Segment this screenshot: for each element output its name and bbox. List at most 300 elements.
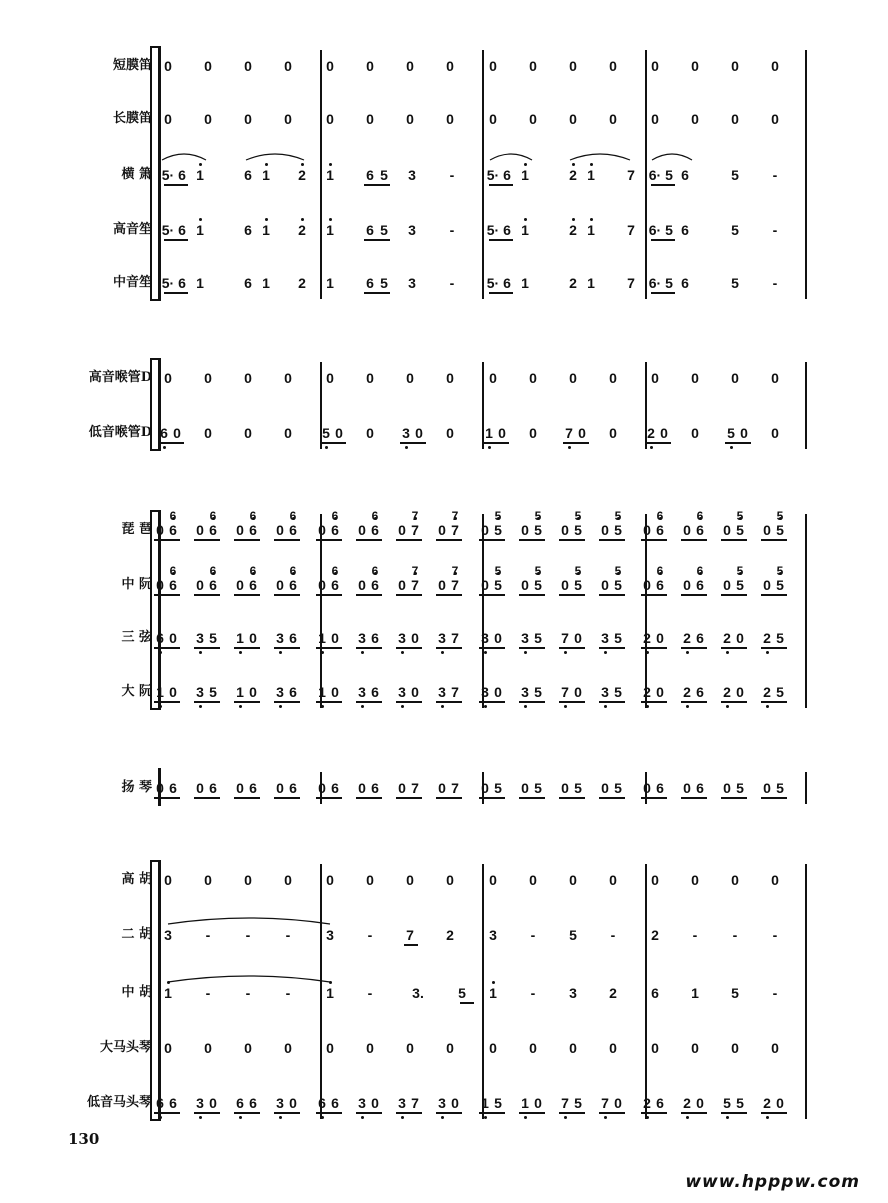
note-0-3-2: 0 (731, 58, 739, 74)
note-15-2-1: 0 (529, 1040, 537, 1056)
note-9-0-3-a: 3 (276, 630, 284, 646)
note-7-0-0-a: 0 (156, 522, 164, 538)
note-8-2-0-b: 5 (494, 577, 502, 593)
note-w-3-0-1: 6 (178, 222, 186, 238)
note-w-4-2-0: 5· (486, 275, 500, 291)
note-hg-3-0a: 2 (647, 425, 655, 441)
beam-9-1-3 (436, 647, 462, 649)
note-11-1-3-b: 7 (451, 780, 459, 796)
note-10-3-2-b: 0 (736, 684, 744, 700)
note-9-0-1-a: 3 (196, 630, 204, 646)
note-16-3-3-a: 2 (763, 1095, 771, 1111)
slur-5 (652, 150, 692, 162)
note-11-3-0-a: 0 (643, 780, 651, 796)
note-1-2-2: 0 (569, 111, 577, 127)
label-erhu: 二 胡 (121, 927, 152, 942)
note-10-2-0-b: 0 (494, 684, 502, 700)
beam-9-3-2 (721, 647, 747, 649)
note-16-1-3-b: 0 (451, 1095, 459, 1111)
note-zhonghu-3-3: - (772, 985, 778, 1001)
note-8-3-3-b: 5 (776, 577, 784, 593)
note-16-1-1-a: 3 (358, 1095, 366, 1111)
note-hg-3-2b: 0 (740, 425, 748, 441)
note-w-3-2-5: 7 (627, 222, 635, 238)
beam-10-1-2 (396, 701, 422, 703)
beam-11-2-3 (599, 797, 625, 799)
note-w-4-2-2: 1 (521, 275, 529, 291)
label-gaohu: 高 胡 (121, 872, 152, 887)
note-16-3-0-a: 2 (643, 1095, 651, 1111)
note-hg-2-1: 0 (529, 425, 537, 441)
dot-low (568, 446, 571, 449)
note-11-3-3-b: 5 (776, 780, 784, 796)
dot-low (441, 1116, 444, 1119)
upper-note: 5 (534, 509, 542, 523)
note-w-4-3-1: 5 (665, 275, 673, 291)
note-12-3-1: 0 (691, 872, 699, 888)
note-0-3-3: 0 (771, 58, 779, 74)
note-10-1-2-a: 3 (398, 684, 406, 700)
note-w-4-0-3: 6 (244, 275, 252, 291)
beam-7-0-0 (154, 539, 180, 541)
beam-16-1-0 (316, 1112, 342, 1114)
note-7-2-3-b: 5 (614, 522, 622, 538)
beam-9-1-1 (356, 647, 382, 649)
upper-note: 5 (776, 564, 784, 578)
note-16-0-0-b: 6 (169, 1095, 177, 1111)
note-w-4-0-1: 6 (178, 275, 186, 291)
note-12-2-1: 0 (529, 872, 537, 888)
barline-0-3 (805, 50, 807, 299)
beam-8-0-0 (154, 594, 180, 596)
beam-16-3-3 (761, 1112, 787, 1114)
note-w-4-0-4: 1 (262, 275, 270, 291)
note-8-3-1-b: 6 (696, 577, 704, 593)
note-15-0-2: 0 (244, 1040, 252, 1056)
note-0-1-0: 0 (326, 58, 334, 74)
note-1-3-1: 0 (691, 111, 699, 127)
beam-7-3-2 (721, 539, 747, 541)
dot-low (766, 651, 769, 654)
note-hg-1-0a: 5 (322, 425, 330, 441)
label-duanmodi: 短膜笛 (112, 58, 152, 73)
note-hg-1-2b: 0 (415, 425, 423, 441)
note-9-0-0-a: 6 (156, 630, 164, 646)
dot-high (492, 981, 495, 984)
note-12-1-1: 0 (366, 872, 374, 888)
dot-low (524, 651, 527, 654)
note-0-0-3: 0 (284, 58, 292, 74)
label-gaoyinhouguan: 高音喉管D (88, 370, 152, 385)
note-w-3-1-2: 5 (380, 222, 388, 238)
note-15-3-3: 0 (771, 1040, 779, 1056)
note-11-0-2-b: 6 (249, 780, 257, 796)
note-16-3-2-b: 5 (736, 1095, 744, 1111)
beam-8-3-0 (641, 594, 667, 596)
note-10-3-2-a: 2 (723, 684, 731, 700)
note-16-0-3-a: 3 (276, 1095, 284, 1111)
note-8-1-3-a: 0 (438, 577, 446, 593)
note-0-0-0: 0 (164, 58, 172, 74)
note-16-3-1-b: 0 (696, 1095, 704, 1111)
note-0-2-0: 0 (489, 58, 497, 74)
note-1-0-0: 0 (164, 111, 172, 127)
note-16-1-1-b: 0 (371, 1095, 379, 1111)
barline-2-1 (482, 514, 484, 708)
note-w-2-3-4: - (772, 167, 778, 183)
note-9-3-0-a: 2 (643, 630, 651, 646)
beam-10-0-1 (194, 701, 220, 703)
note-15-3-0: 0 (651, 1040, 659, 1056)
note-zhonghu-3-2: 5 (731, 985, 739, 1001)
note-7-1-0-a: 0 (318, 522, 326, 538)
note-hg-1-3: 0 (446, 425, 454, 441)
note-9-3-3-b: 5 (776, 630, 784, 646)
barline-4-3 (805, 864, 807, 1119)
dot-low (604, 651, 607, 654)
note-5-3-3: 0 (771, 370, 779, 386)
beam-10-0-2 (234, 701, 260, 703)
dot-low (730, 446, 733, 449)
beam-w (164, 184, 188, 186)
upper-note: 6 (169, 564, 177, 578)
note-8-0-0-a: 0 (156, 577, 164, 593)
note-10-2-2-b: 0 (574, 684, 582, 700)
beam-8-3-2 (721, 594, 747, 596)
note-zhonghu-0-1: - (205, 985, 211, 1001)
note-erhu-3-1: - (692, 927, 698, 943)
note-16-0-2-a: 6 (236, 1095, 244, 1111)
note-15-2-2: 0 (569, 1040, 577, 1056)
dot-low (361, 1116, 364, 1119)
note-10-3-1-a: 2 (683, 684, 691, 700)
beam-9-3-1 (681, 647, 707, 649)
note-zhonghu-0-3: - (285, 985, 291, 1001)
note-hg-2-2a: 7 (565, 425, 573, 441)
beam-7-2-0 (479, 539, 505, 541)
upper-note: 5 (494, 509, 502, 523)
note-8-0-2-a: 0 (236, 577, 244, 593)
dot-low (163, 446, 166, 449)
note-12-3-3: 0 (771, 872, 779, 888)
beam-11-0-2 (234, 797, 260, 799)
note-11-0-1-b: 6 (209, 780, 217, 796)
beam-11-2-1 (519, 797, 545, 799)
note-w-2-2-0: 5· (486, 167, 500, 183)
note-8-3-1-a: 0 (683, 577, 691, 593)
note-w-3-0-0: 5· (161, 222, 175, 238)
dot-low (650, 446, 653, 449)
dot-high (329, 218, 332, 221)
slur-zhonghu (168, 972, 330, 984)
note-w-2-0-3: 6 (244, 167, 252, 183)
note-8-0-1-a: 0 (196, 577, 204, 593)
note-1-3-2: 0 (731, 111, 739, 127)
note-11-3-1-b: 6 (696, 780, 704, 796)
note-w-4-2-5: 7 (627, 275, 635, 291)
beam-7-2-3 (599, 539, 625, 541)
note-w-2-2-3: 2 (569, 167, 577, 183)
note-10-2-0-a: 3 (481, 684, 489, 700)
beam-w (364, 239, 390, 241)
note-0-0-2: 0 (244, 58, 252, 74)
beam-8-1-2 (396, 594, 422, 596)
note-7-1-0-b: 6 (331, 522, 339, 538)
note-7-1-2-a: 0 (398, 522, 406, 538)
barline-2-3 (805, 514, 807, 708)
note-9-2-2-b: 0 (574, 630, 582, 646)
beam-9-2-2 (559, 647, 585, 649)
note-erhu-1-2: 7 (406, 927, 414, 943)
note-w-4-2-4: 1 (587, 275, 595, 291)
note-w-4-0-0: 5· (161, 275, 175, 291)
upper-note: 5 (574, 509, 582, 523)
note-w-4-1-3: 3 (408, 275, 416, 291)
note-zhonghu-3-0: 6 (651, 985, 659, 1001)
dot-low (766, 1116, 769, 1119)
note-10-3-1-b: 6 (696, 684, 704, 700)
upper-note: 6 (169, 509, 177, 523)
note-0-3-1: 0 (691, 58, 699, 74)
note-hg-2-2b: 0 (578, 425, 586, 441)
note-7-2-3-a: 0 (601, 522, 609, 538)
note-7-3-0-b: 6 (656, 522, 664, 538)
upper-note: 5 (574, 564, 582, 578)
note-11-0-3-a: 0 (276, 780, 284, 796)
upper-note: 5 (494, 564, 502, 578)
dot-low (239, 705, 242, 708)
note-w-2-0-5: 2 (298, 167, 306, 183)
dot-low (325, 446, 328, 449)
barline-2-2 (645, 514, 647, 708)
note-7-0-0-b: 6 (169, 522, 177, 538)
note-8-2-3-b: 5 (614, 577, 622, 593)
note-15-1-2: 0 (406, 1040, 414, 1056)
note-5-1-3: 0 (446, 370, 454, 386)
note-10-1-1-b: 6 (371, 684, 379, 700)
note-8-1-0-a: 0 (318, 577, 326, 593)
note-11-3-0-b: 6 (656, 780, 664, 796)
note-8-0-0-b: 6 (169, 577, 177, 593)
note-12-0-2: 0 (244, 872, 252, 888)
note-w-4-2-1: 6 (503, 275, 511, 291)
note-7-0-2-b: 6 (249, 522, 257, 538)
note-9-3-1-a: 2 (683, 630, 691, 646)
beam-hg (320, 442, 346, 444)
dot-low (239, 1116, 242, 1119)
upper-note: 5 (614, 509, 622, 523)
label-zhongyinsheng: 中音笙 (112, 275, 152, 290)
note-5-3-2: 0 (731, 370, 739, 386)
note-w-4-2-3: 2 (569, 275, 577, 291)
note-7-0-3-a: 0 (276, 522, 284, 538)
note-10-3-0-b: 0 (656, 684, 664, 700)
note-7-3-2-a: 0 (723, 522, 731, 538)
beam-7-0-2 (234, 539, 260, 541)
note-1-0-1: 0 (204, 111, 212, 127)
note-5-0-3: 0 (284, 370, 292, 386)
beam-hg (483, 442, 509, 444)
label-pipa: 琵 琶 (121, 522, 152, 537)
note-10-1-0-b: 0 (331, 684, 339, 700)
beam-9-1-0 (316, 647, 342, 649)
dot-low (646, 705, 649, 708)
label-hengxiao: 横 箫 (121, 167, 152, 182)
beam-7-0-1 (194, 539, 220, 541)
label-changmodi: 长膜笛 (112, 111, 152, 126)
dot-low (686, 1116, 689, 1119)
label-diyinhouguan: 低音喉管D (88, 425, 152, 440)
dot-low (604, 705, 607, 708)
upper-note: 6 (656, 564, 664, 578)
label-sanxian: 三 弦 (121, 630, 152, 645)
note-5-0-0: 0 (164, 370, 172, 386)
note-w-3-3-3: 5 (731, 222, 739, 238)
note-w-4-1-0: 1 (326, 275, 334, 291)
note-w-3-0-4: 1 (262, 222, 270, 238)
beam-7-3-3 (761, 539, 787, 541)
note-w-3-2-0: 5· (486, 222, 500, 238)
upper-note: 6 (209, 509, 217, 523)
note-16-0-1-a: 3 (196, 1095, 204, 1111)
note-5-0-1: 0 (204, 370, 212, 386)
note-0-1-1: 0 (366, 58, 374, 74)
note-16-2-3-a: 7 (601, 1095, 609, 1111)
beam-w (651, 239, 675, 241)
beam-hg (158, 442, 184, 444)
beam-16-0-0 (154, 1112, 180, 1114)
note-8-0-2-b: 6 (249, 577, 257, 593)
note-5-3-0: 0 (651, 370, 659, 386)
dot-low (321, 651, 324, 654)
note-16-1-2-b: 7 (411, 1095, 419, 1111)
note-1-1-0: 0 (326, 111, 334, 127)
note-hg-0-0a: 6 (160, 425, 168, 441)
beam-16-3-0 (641, 1112, 667, 1114)
dot-high (265, 163, 268, 166)
slur-3 (490, 150, 532, 162)
note-11-2-3-b: 5 (614, 780, 622, 796)
note-erhu-2-2: 5 (569, 927, 577, 943)
note-7-2-1-a: 0 (521, 522, 529, 538)
note-12-0-3: 0 (284, 872, 292, 888)
upper-note: 5 (736, 564, 744, 578)
note-7-1-2-b: 7 (411, 522, 419, 538)
note-w-2-0-1: 6 (178, 167, 186, 183)
note-9-3-0-b: 0 (656, 630, 664, 646)
note-erhu-3-3: - (772, 927, 778, 943)
note-w-4-0-5: 2 (298, 275, 306, 291)
note-hg-3-3: 0 (771, 425, 779, 441)
note-erhu-1-1: - (367, 927, 373, 943)
note-w-4-3-3: 5 (731, 275, 739, 291)
note-w-2-1-0: 1 (326, 167, 334, 183)
note-5-2-3: 0 (609, 370, 617, 386)
note-w-2-3-1: 5 (665, 167, 673, 183)
dot-low (239, 651, 242, 654)
label-diyinmatouqin: 低音马头琴 (86, 1095, 152, 1110)
note-w-2-2-4: 1 (587, 167, 595, 183)
note-10-1-1-a: 3 (358, 684, 366, 700)
note-16-0-0-a: 6 (156, 1095, 164, 1111)
note-hg-3-0b: 0 (660, 425, 668, 441)
note-10-1-0-a: 1 (318, 684, 326, 700)
note-1-3-3: 0 (771, 111, 779, 127)
upper-note: 7 (411, 509, 419, 523)
note-7-0-3-b: 6 (289, 522, 297, 538)
dot-high (524, 163, 527, 166)
note-7-3-1-a: 0 (683, 522, 691, 538)
dot-high (301, 218, 304, 221)
note-11-1-0-a: 0 (318, 780, 326, 796)
note-11-0-2-a: 0 (236, 780, 244, 796)
beam-hg (563, 442, 589, 444)
beam-8-3-1 (681, 594, 707, 596)
upper-note: 6 (249, 564, 257, 578)
dot-low (401, 705, 404, 708)
beam-16-1-1 (356, 1112, 382, 1114)
dot-low (524, 1116, 527, 1119)
note-erhu-1-0: 3 (326, 927, 334, 943)
beam-8-2-0 (479, 594, 505, 596)
note-zhonghu-1-1: - (367, 985, 373, 1001)
note-w-3-3-4: - (772, 222, 778, 238)
note-16-1-2-a: 3 (398, 1095, 406, 1111)
beam-7-0-3 (274, 539, 300, 541)
note-9-3-2-b: 0 (736, 630, 744, 646)
note-w-4-1-2: 5 (380, 275, 388, 291)
note-1-0-3: 0 (284, 111, 292, 127)
note-8-2-1-b: 5 (534, 577, 542, 593)
note-10-0-3-a: 3 (276, 684, 284, 700)
beam-10-3-3 (761, 701, 787, 703)
note-9-2-1-b: 5 (534, 630, 542, 646)
beam-10-2-0 (479, 701, 505, 703)
note-15-1-1: 0 (366, 1040, 374, 1056)
beam-11-2-2 (559, 797, 585, 799)
beam-w (651, 292, 675, 294)
note-zhonghu-0-0: 1 (164, 985, 172, 1001)
note-zhonghu-2-2: 3 (569, 985, 577, 1001)
note-w-2-3-0: 6· (648, 167, 662, 183)
note-w-3-1-1: 6 (366, 222, 374, 238)
note-w-2-0-2: 1 (196, 167, 204, 183)
note-15-2-3: 0 (609, 1040, 617, 1056)
beam-10-3-1 (681, 701, 707, 703)
note-zhonghu-2-0: 1 (489, 985, 497, 1001)
dot-low (361, 651, 364, 654)
beam-10-1-3 (436, 701, 462, 703)
note-10-2-3-b: 5 (614, 684, 622, 700)
note-15-2-0: 0 (489, 1040, 497, 1056)
note-5-1-2: 0 (406, 370, 414, 386)
note-w-3-2-4: 1 (587, 222, 595, 238)
note-1-1-1: 0 (366, 111, 374, 127)
note-5-2-1: 0 (529, 370, 537, 386)
beam-hg (645, 442, 671, 444)
dot-low (279, 651, 282, 654)
beam-11-3-2 (721, 797, 747, 799)
note-w-3-2-2: 1 (521, 222, 529, 238)
note-zhonghu-1-0: 1 (326, 985, 334, 1001)
note-15-1-3: 0 (446, 1040, 454, 1056)
note-w-3-1-0: 1 (326, 222, 334, 238)
dot-low (484, 705, 487, 708)
note-hg-3-1: 0 (691, 425, 699, 441)
note-9-1-0-a: 1 (318, 630, 326, 646)
label-daruan: 大 阮 (121, 684, 152, 699)
beam-7-3-1 (681, 539, 707, 541)
